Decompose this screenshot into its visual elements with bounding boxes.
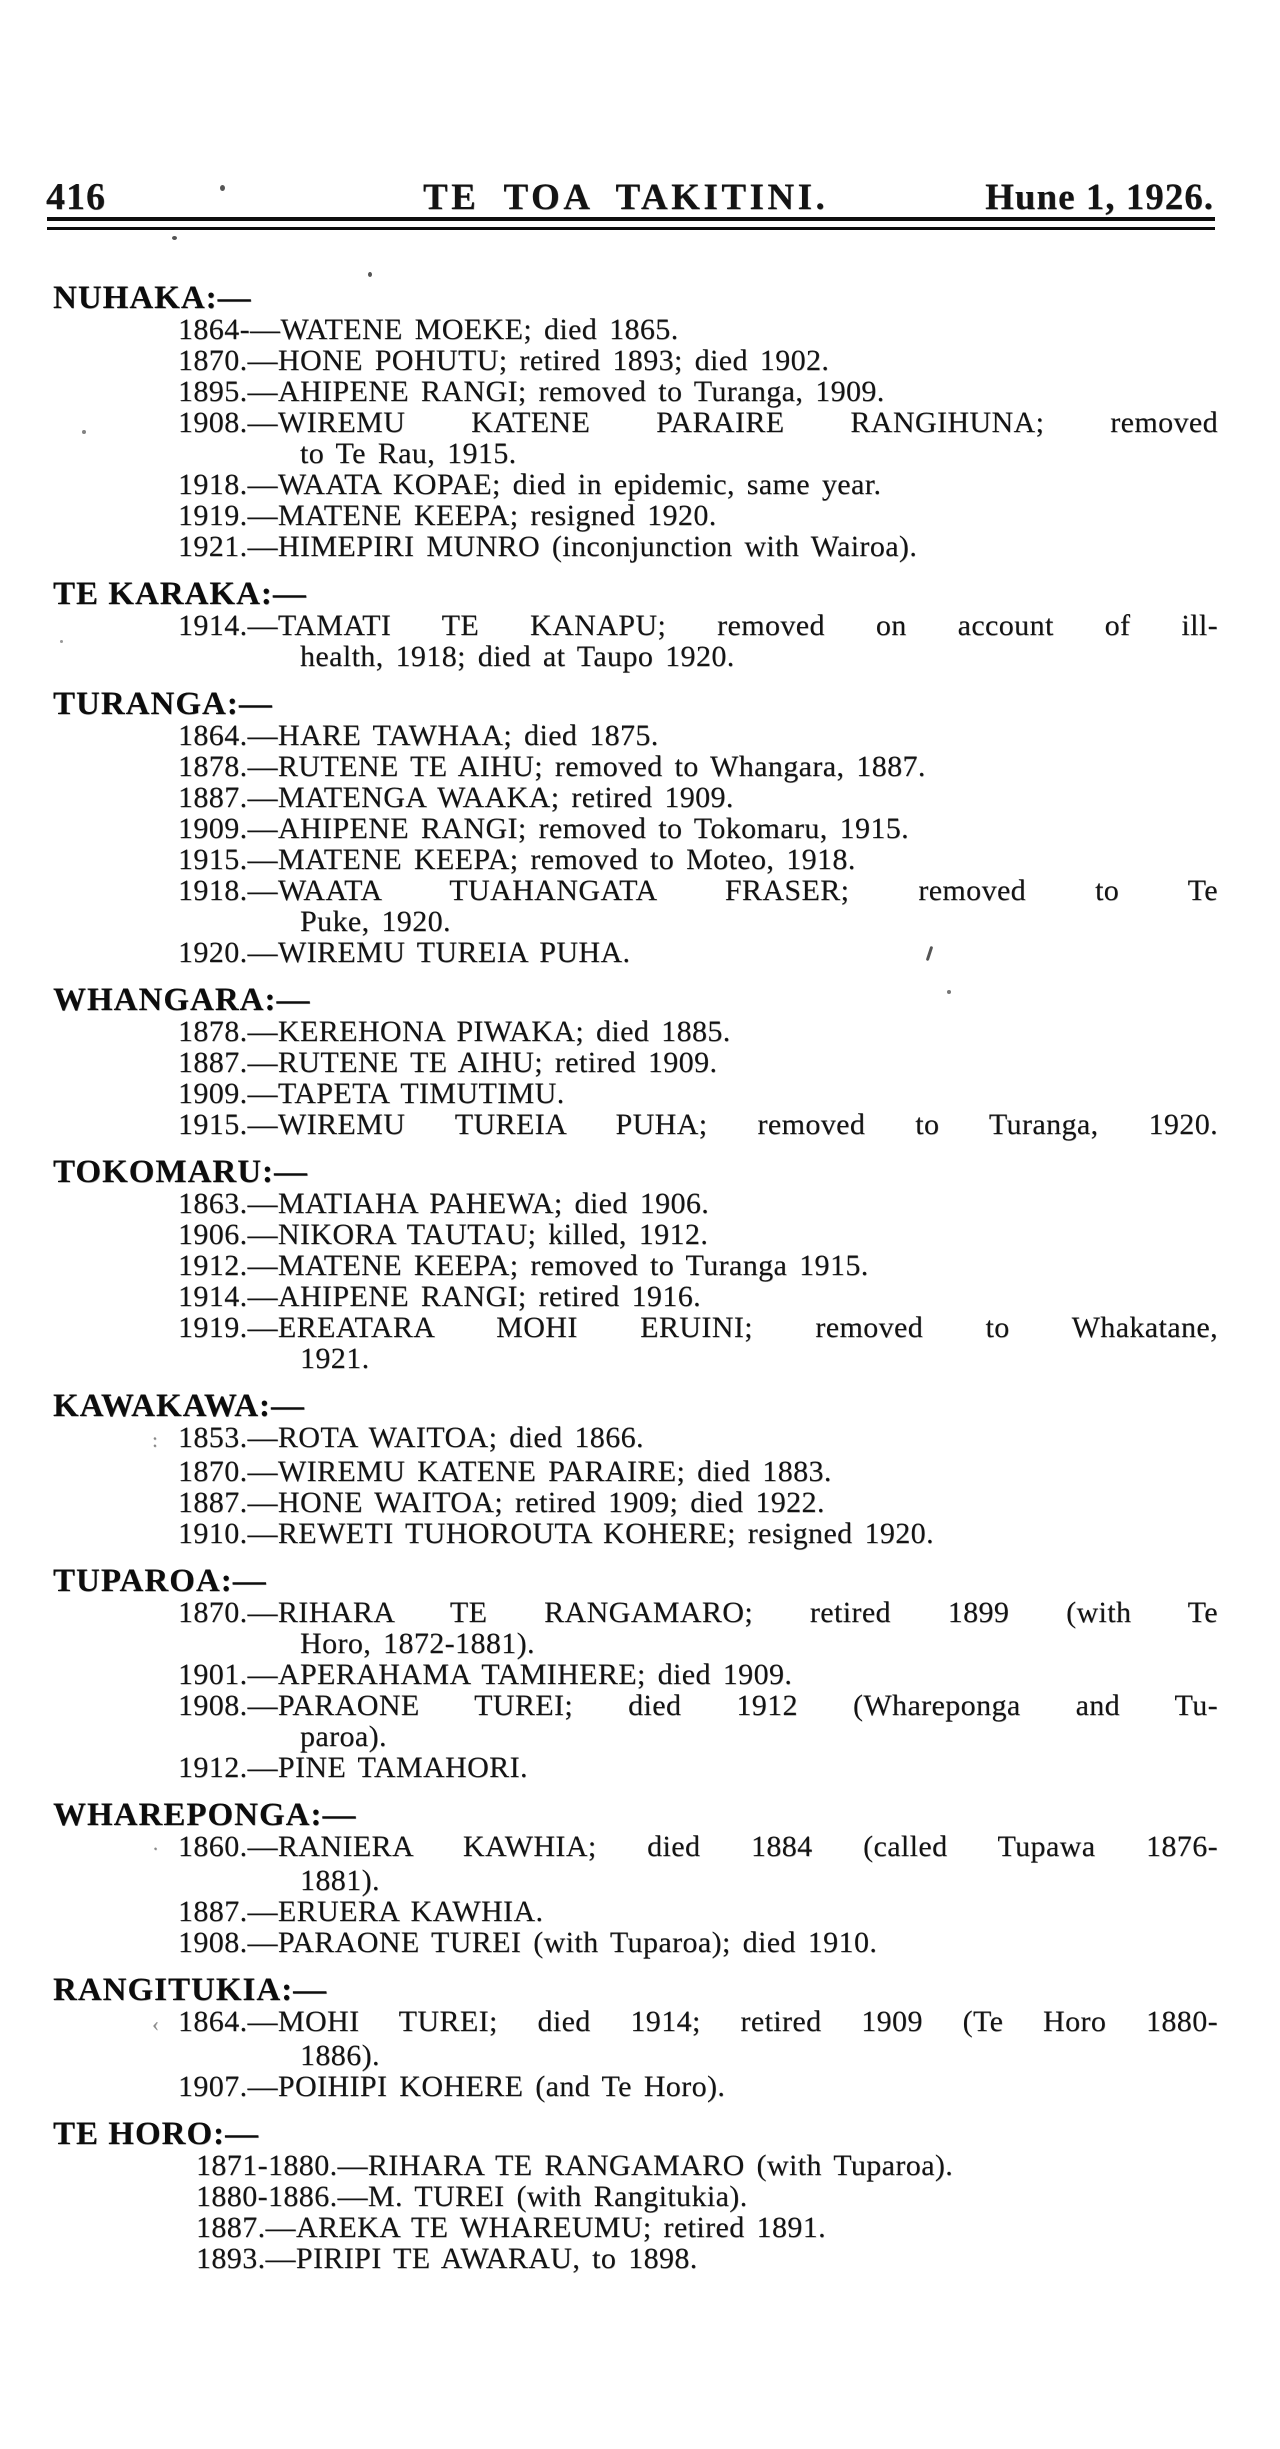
entry-line: 1871-1880.—RIHARA TE RANGAMARO (with Tuparoa). [196, 2149, 954, 2182]
entry-line: 1887.—HONE WAITOA; retired 1909; died 1922. [178, 1486, 825, 1519]
section-te-horo [53, 2116, 1218, 2275]
entry [178, 2071, 1218, 2102]
entry-line: 1915.—MATENE KEEPA; removed to Moteo, 1918. [178, 843, 856, 876]
entry-line: 1863.—MATIAHA PAHEWA; died 1906. [178, 1187, 710, 1220]
entry [196, 2181, 1218, 2212]
entry-line: 1910.—REWETI TUHOROUTA KOHERE; resigned 1920. [178, 1517, 934, 1550]
journal-title: TE TOA TAKITINI. [423, 177, 829, 218]
section-rangitukia [53, 1972, 1218, 2103]
entry-continuation-line: Horo, 1872-1881). [300, 1627, 535, 1660]
entry-line: 1921.—HIMEPIRI MUNRO (inconjunction with Wairoa). [178, 530, 918, 563]
scan-speck [82, 430, 86, 434]
section-kawakawa [53, 1388, 1218, 1550]
entry [178, 610, 1218, 672]
entry [178, 1109, 1218, 1140]
entry-line: 1870.—RIHARA TE RANGAMARO; retired 1899 (with Te [178, 1596, 1218, 1629]
entry-text: 1853.—ROTA WAITOA; died 1866. [178, 1421, 644, 1454]
entry [178, 720, 1218, 751]
entry [178, 500, 1218, 531]
entry-line: 1909.—TAPETA TIMUTIMU. [178, 1077, 565, 1110]
entry-line: 1915.—WIREMU TUREIA PUHA; removed to Turanga, 1920. [178, 1108, 1218, 1141]
entry-line: 1880-1886.—M. TUREI (with Rangitukia). [196, 2180, 748, 2213]
entry-text: 1864.—MOHI TUREI; died 1914; retired 1909 (Te Horo 1880- [178, 2005, 1218, 2038]
entry [178, 376, 1218, 407]
entry [178, 469, 1218, 500]
entry-line: 1919.—EREATARA MOHI ERUINI; removed to Whakatane, [178, 1311, 1218, 1344]
section-turanga [53, 686, 1218, 969]
issue-date: Hune 1, 1926. [985, 177, 1214, 218]
entry-line: 1912.—MATENE KEEPA; removed to Turanga 1915. [178, 1249, 869, 1282]
section-tuparoa [53, 1563, 1218, 1784]
entry [178, 1690, 1218, 1752]
scan-speck [172, 236, 177, 240]
section-heading: RANGITUKIA:— [53, 1972, 328, 2008]
entry-line: 1908.—WIREMU KATENE PARAIRE RANGIHUNA; removed [178, 406, 1218, 439]
entry-line: 1918.—WAATA TUAHANGATA FRASER; removed to Te [178, 874, 1218, 907]
entry-continuation-line: to Te Rau, 1915. [300, 437, 517, 470]
section-heading: KAWAKAWA:— [53, 1388, 306, 1424]
entry [178, 1281, 1218, 1312]
entry-line: 1914.—AHIPENE RANGI; retired 1916. [178, 1280, 702, 1313]
entry [178, 407, 1218, 469]
entry [178, 1250, 1218, 1281]
entry-continuation-line: 1886). [300, 2039, 380, 2072]
section-heading: TE HORO:— [53, 2116, 260, 2152]
scan-speck [947, 990, 951, 994]
entry-line: 1887.—AREKA TE WHAREUMU; retired 1891. [196, 2211, 827, 2244]
entry [178, 1188, 1218, 1219]
page-header [0, 0, 1280, 216]
section-whangara [53, 982, 1218, 1141]
entry-line: 1907.—POIHIPI KOHERE (and Te Horo). [178, 2070, 726, 2103]
entry-line: 1908.—PARAONE TUREI; died 1912 (Whareponga and Tu- [178, 1689, 1218, 1722]
section-te-karaka [53, 576, 1218, 673]
entry [178, 844, 1218, 875]
entry-line: 1914.—TAMATI TE KANAPU; removed on account of ill- [178, 609, 1218, 642]
section-heading: TUPAROA:— [53, 1563, 267, 1599]
entry [178, 875, 1218, 937]
entry-text: 1860.—RANIERA KAWHIA; died 1884 (called Tupawa 1876- [178, 1830, 1218, 1863]
entry-line: 1912.—PINE TAMAHORI. [178, 1751, 528, 1784]
section-heading: TE KARAKA:— [53, 576, 307, 612]
entry [178, 1518, 1218, 1549]
section-nuhaka [53, 280, 1218, 563]
entry [178, 1456, 1218, 1487]
section-heading: TURANGA:— [53, 686, 273, 722]
entry [178, 782, 1218, 813]
section-heading: WHANGARA:— [53, 982, 311, 1018]
entry-line: ‹ 1864.—MOHI TUREI; died 1914; retired 1909 (Te Horo 1880- [152, 2005, 1218, 2038]
scan-speck [368, 272, 372, 277]
header-double-rule [47, 217, 1215, 230]
entry [178, 1659, 1218, 1690]
entry-line: 1864.—HARE TAWHAA; died 1875. [178, 719, 659, 752]
entry [178, 1078, 1218, 1109]
entry-line: 1878.—RUTENE TE AIHU; removed to Whangara, 1887. [178, 750, 926, 783]
entry [196, 2150, 1218, 2181]
section-heading: NUHAKA:— [53, 280, 252, 316]
section-heading: WHAREPONGA:— [53, 1797, 357, 1833]
entry [178, 1927, 1218, 1958]
page-number: 416 [46, 176, 106, 218]
entry [178, 1896, 1218, 1927]
entry-line: 1906.—NIKORA TAUTAU; killed, 1912. [178, 1218, 709, 1251]
entry [178, 937, 1218, 968]
entry [152, 1421, 1218, 1456]
entry-line: : 1853.—ROTA WAITOA; died 1866. [152, 1421, 644, 1454]
entry [178, 345, 1218, 376]
entry-line: 1864-—WATENE MOEKE; died 1865. [178, 313, 679, 346]
entry-continuation-line: 1881). [300, 1864, 380, 1897]
entry-line: 1878.—KEREHONA PIWAKA; died 1885. [178, 1015, 731, 1048]
section-heading: TOKOMARU:— [53, 1154, 309, 1190]
entry-continuation-line: paroa). [300, 1720, 387, 1753]
entry [178, 1597, 1218, 1659]
entry [196, 2212, 1218, 2243]
entry-line: 1895.—AHIPENE RANGI; removed to Turanga, 1909. [178, 375, 885, 408]
scan-speck [60, 640, 63, 643]
entry [196, 2243, 1218, 2274]
entry [178, 1752, 1218, 1783]
entry-line: 1870.—HONE POHUTU; retired 1893; died 1902. [178, 344, 830, 377]
directory-list [0, 230, 1218, 2274]
entry-line: · 1860.—RANIERA KAWHIA; died 1884 (called Tupawa 1876- [152, 1830, 1218, 1863]
scan-speck [220, 185, 225, 191]
section-whareponga [53, 1797, 1218, 1959]
entry [152, 1830, 1218, 1897]
entry-line: 1920.—WIREMU TUREIA PUHA. [178, 936, 631, 969]
entry [178, 751, 1218, 782]
entry-line: 1909.—AHIPENE RANGI; removed to Tokomaru, 1915. [178, 812, 910, 845]
entry [178, 1016, 1218, 1047]
entry [178, 1487, 1218, 1518]
entry-line: 1887.—RUTENE TE AIHU; retired 1909. [178, 1046, 718, 1079]
entry-line: 1919.—MATENE KEEPA; resigned 1920. [178, 499, 717, 532]
entry [178, 1312, 1218, 1374]
entry-continuation-line: Puke, 1920. [300, 905, 451, 938]
entry [178, 1047, 1218, 1078]
entry [178, 314, 1218, 345]
entry [178, 531, 1218, 562]
entry-continuation-line: 1921. [300, 1342, 370, 1375]
section-tokomaru [53, 1154, 1218, 1375]
entry-line: 1901.—APERAHAMA TAMIHERE; died 1909. [178, 1658, 793, 1691]
entry-line: 1870.—WIREMU KATENE PARAIRE; died 1883. [178, 1455, 832, 1488]
entry [178, 1219, 1218, 1250]
entry-line: 1908.—PARAONE TUREI (with Tuparoa); died 1910. [178, 1926, 878, 1959]
entry-line: 1887.—MATENGA WAAKA; retired 1909. [178, 781, 734, 814]
entry [152, 2005, 1218, 2072]
entry [178, 813, 1218, 844]
entry-continuation-line: health, 1918; died at Taupo 1920. [300, 640, 735, 673]
entry-line: 1918.—WAATA KOPAE; died in epidemic, same year. [178, 468, 882, 501]
entry-line: 1887.—ERUERA KAWHIA. [178, 1895, 544, 1928]
entry-line: 1893.—PIRIPI TE AWARAU, to 1898. [196, 2242, 698, 2275]
